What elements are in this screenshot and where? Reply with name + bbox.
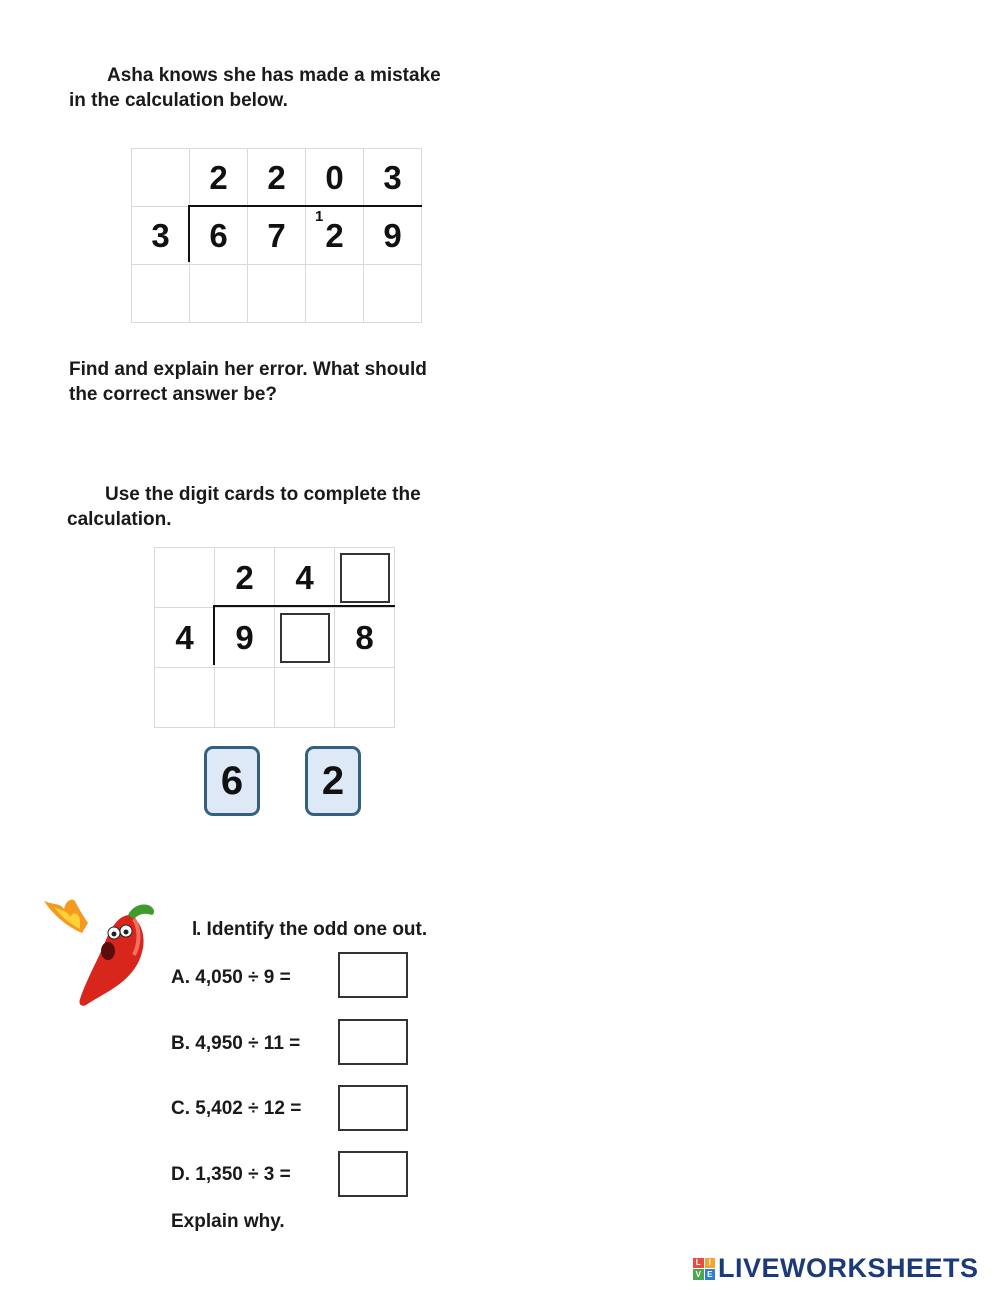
q2-intro-line1: Use the digit cards to complete the — [105, 484, 421, 505]
quotient-digit: 0 — [306, 149, 364, 207]
quotient-digit: 2 — [190, 149, 248, 207]
dividend-digit: 7 — [248, 207, 306, 265]
divisor: 4 — [155, 608, 215, 668]
grid-cell-empty — [248, 265, 306, 323]
dividend-digit: 9 — [215, 608, 275, 668]
dividend-digit: 8 — [335, 608, 395, 668]
quotient-answer-box[interactable] — [340, 553, 390, 603]
dividend-digit: 2 — [306, 207, 364, 265]
explain-prompt: Explain why. — [171, 1211, 285, 1232]
q3-number-mark: l — [192, 919, 198, 940]
dividend-blank-cell — [275, 608, 335, 668]
logo-mark-letter: V — [693, 1269, 704, 1280]
option-d-answer-box[interactable] — [338, 1151, 408, 1197]
grid-cell-empty — [275, 668, 335, 728]
logo-mark-letter: E — [705, 1269, 716, 1280]
q2-division-grid — [154, 547, 395, 728]
division-bar — [214, 605, 395, 607]
quotient-digit: 3 — [364, 149, 422, 207]
grid-cell-empty — [190, 265, 248, 323]
digit-card[interactable]: 6 — [204, 746, 260, 816]
grid-cell-empty — [335, 668, 395, 728]
carry-digit: 1 — [315, 208, 324, 225]
grid-cell-empty — [132, 149, 190, 207]
q1-division-grid — [131, 148, 422, 323]
division-bracket — [188, 205, 190, 262]
dividend-digit: 6 — [190, 207, 248, 265]
logo-mark-letter: L — [693, 1258, 704, 1269]
option-d-label: D. 1,350 ÷ 3 = — [171, 1164, 291, 1185]
grid-cell-empty — [155, 548, 215, 608]
division-bar — [189, 205, 422, 207]
option-b-label: B. 4,950 ÷ 11 = — [171, 1033, 301, 1054]
q1-intro-line2: in the calculation below. — [69, 90, 288, 111]
dividend-digit: 9 — [364, 207, 422, 265]
grid-cell-empty — [155, 668, 215, 728]
quotient-digit: 4 — [275, 548, 335, 608]
q1-prompt-line1: Find and explain her error. What should — [69, 359, 427, 380]
chili-pepper-icon — [34, 893, 158, 1011]
q1-prompt-line2: the correct answer be? — [69, 384, 278, 405]
option-a-label: A. 4,050 ÷ 9 = — [171, 967, 291, 988]
liveworksheets-logo[interactable] — [693, 1253, 979, 1284]
logo-mark-letter: I — [705, 1258, 716, 1269]
grid-cell-empty — [364, 265, 422, 323]
grid-cell-empty — [215, 668, 275, 728]
liveworksheets-logo-icon — [693, 1258, 715, 1280]
option-c-label: C. 5,402 ÷ 12 = — [171, 1098, 302, 1119]
option-b-answer-box[interactable] — [338, 1019, 408, 1065]
grid-cell-empty — [132, 265, 190, 323]
digit-card[interactable]: 2 — [305, 746, 361, 816]
division-bracket — [213, 605, 215, 665]
quotient-digit: 2 — [248, 149, 306, 207]
quotient-digit: 2 — [215, 548, 275, 608]
quotient-blank-cell — [335, 548, 395, 608]
divisor: 3 — [132, 207, 190, 265]
dividend-answer-box[interactable] — [280, 613, 330, 663]
q2-intro-line2: calculation. — [67, 509, 172, 530]
brand-name: LIVEWORKSHEETS — [718, 1253, 979, 1283]
grid-cell-empty — [306, 265, 364, 323]
q3-title: . Identify the odd one out. — [196, 919, 428, 940]
q1-intro-line1: Asha knows she has made a mistake — [107, 65, 441, 86]
option-c-answer-box[interactable] — [338, 1085, 408, 1131]
option-a-answer-box[interactable] — [338, 952, 408, 998]
